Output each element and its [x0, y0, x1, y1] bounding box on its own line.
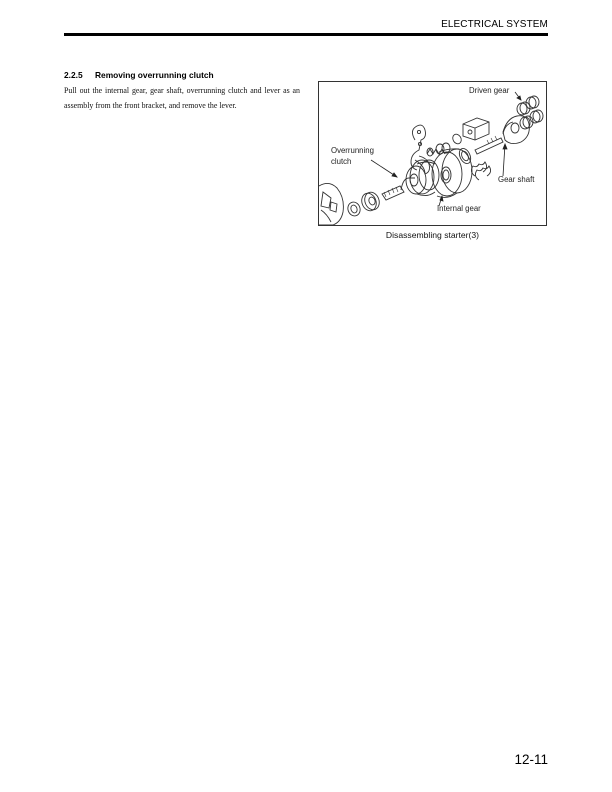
section-number: 2.2.5	[64, 70, 83, 80]
starter-disassembly-figure	[318, 81, 547, 226]
label-overrunning-clutch-line1: Overrunning	[331, 146, 374, 155]
section-body: Pull out the internal gear, gear shaft, overrunning clutch and lever as an assembly from the front bracket, and remove the lever.	[64, 86, 300, 111]
small-washer-icon	[451, 133, 463, 146]
front-bracket-icon	[319, 183, 343, 225]
label-overrunning-clutch-line2: clutch	[331, 157, 352, 166]
label-internal-gear: Internal gear	[437, 204, 481, 213]
label-driven-gear: Driven gear	[469, 86, 510, 95]
driven-gear-icon	[517, 96, 543, 129]
holder-block-icon	[463, 118, 489, 140]
internal-gear-icon	[432, 149, 472, 198]
chapter-title: ELECTRICAL SYSTEM	[441, 19, 548, 30]
section-heading	[64, 70, 214, 80]
gear-shaft-icon	[475, 116, 529, 154]
header-rule	[64, 33, 548, 36]
overrunning-clutch-icon	[382, 160, 439, 200]
page-number: 12-11	[514, 752, 548, 767]
washer-icon	[346, 200, 362, 217]
figure-caption: Disassembling starter(3)	[385, 230, 480, 240]
bearing-icon	[359, 190, 381, 213]
label-gear-shaft: Gear shaft	[498, 175, 535, 184]
e-clip-icon	[471, 162, 490, 180]
section-title: Removing overrunning clutch	[95, 70, 214, 80]
